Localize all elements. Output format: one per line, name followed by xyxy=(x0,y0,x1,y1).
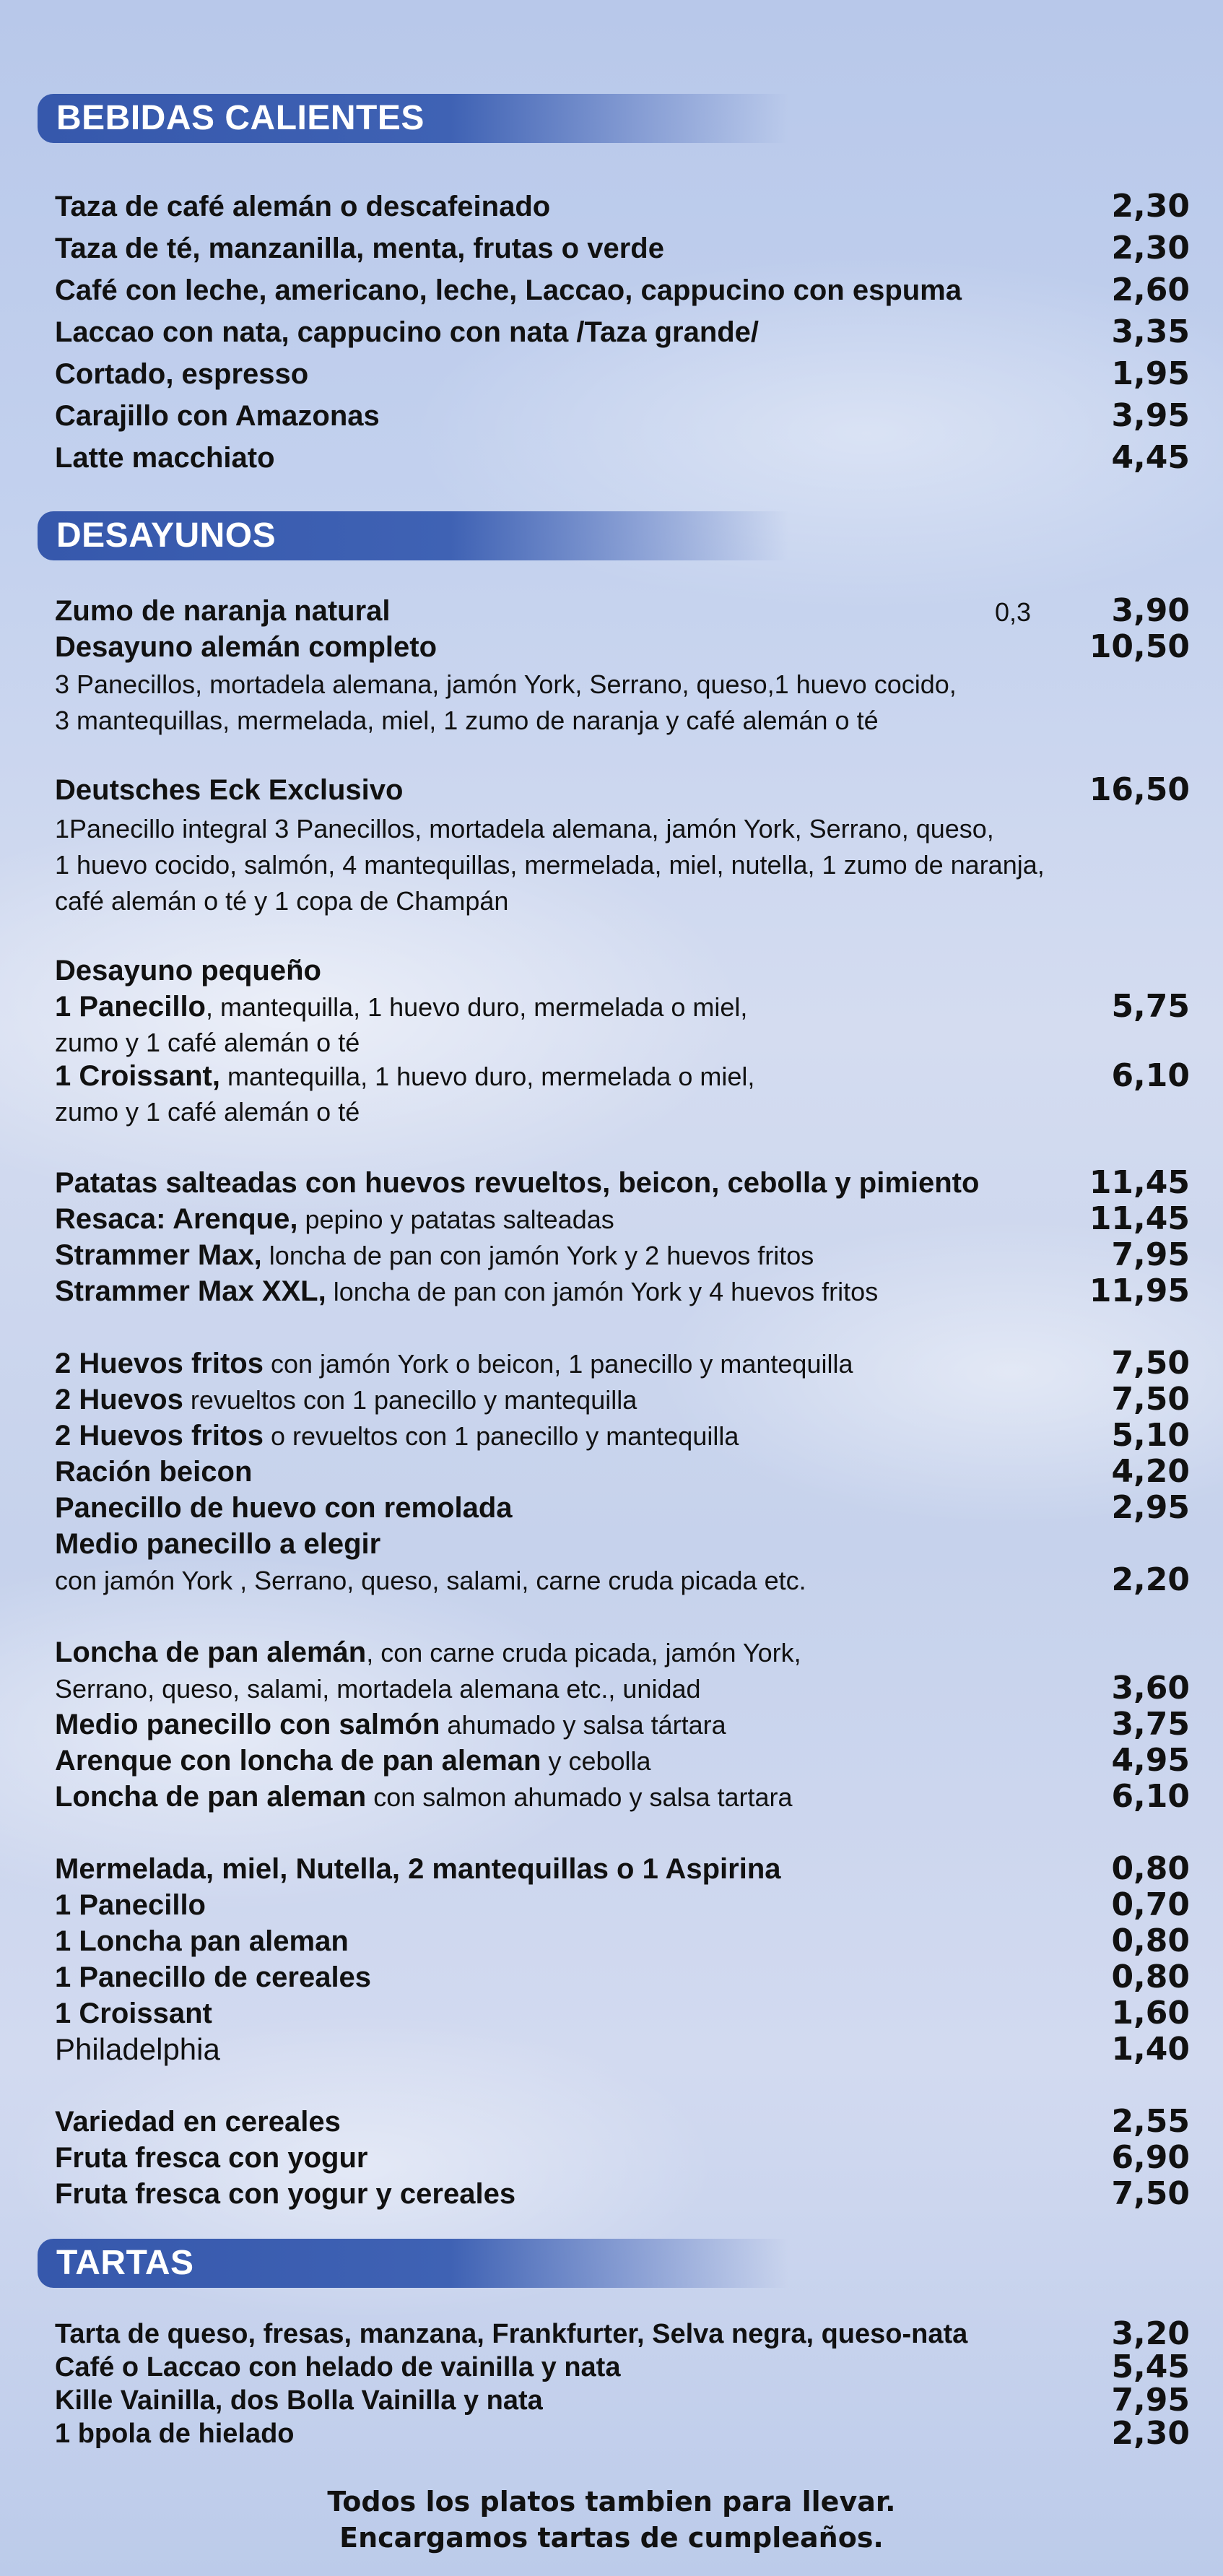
item-price: 0,80 xyxy=(1111,1959,1190,1995)
item-price: 2,30 xyxy=(1111,230,1190,266)
item-price: 11,45 xyxy=(1089,1200,1190,1237)
item-name: Tarta de queso, fresas, manzana, Frankfurter, Selva negra, queso-nata xyxy=(55,2319,968,2349)
subsection-title xyxy=(55,953,1190,988)
item-name: Variedad en cereales xyxy=(55,2106,341,2138)
section-header-tartas: TARTAS xyxy=(38,2239,788,2288)
item-price: 5,75 xyxy=(1111,988,1190,1025)
item-price: 4,95 xyxy=(1111,1742,1190,1779)
item-price: 10,50 xyxy=(1089,628,1190,665)
menu-item xyxy=(55,357,1190,391)
menu-item xyxy=(55,2315,1190,2352)
item-price: 2,30 xyxy=(1111,2415,1190,2452)
menu-item xyxy=(55,231,1190,266)
item-description: loncha de pan con jamón York y 2 huevos fritos xyxy=(261,1241,814,1270)
menu-item xyxy=(55,1707,1190,1743)
menu-item xyxy=(55,1274,1190,1309)
menu-item xyxy=(55,1059,1190,1094)
item-name: Arenque con loncha de pan aleman xyxy=(55,1745,541,1777)
item-description: ahumado y salsa tártara xyxy=(440,1710,726,1740)
menu-item xyxy=(55,1238,1190,1273)
item-description: con jamón York , Serrano, queso, salami, carne cruda picada etc. xyxy=(55,1566,806,1595)
item-description: o revueltos con 1 panecillo y mantequilla xyxy=(263,1421,739,1451)
item-name: Loncha de pan aleman xyxy=(55,1781,367,1813)
menu-item xyxy=(55,1418,1190,1454)
menu-item xyxy=(55,2415,1190,2452)
item-name: Zumo de naranja natural xyxy=(55,595,391,627)
item-description: pepino y patatas salteadas xyxy=(297,1205,614,1234)
menu-item xyxy=(55,1671,1190,1707)
item-description: 3 mantequillas, mermelada, miel, 1 zumo de naranja y café alemán o té xyxy=(55,706,879,735)
footer-line: Encargamos tartas de cumpleaños. xyxy=(339,2522,884,2554)
menu-item xyxy=(55,1743,1190,1779)
item-price: 6,90 xyxy=(1111,2139,1190,2176)
item-price: 2,30 xyxy=(1111,188,1190,225)
menu-item xyxy=(55,1563,1190,1598)
menu-item xyxy=(55,399,1190,433)
menu-item xyxy=(55,1491,1190,1525)
item-price: 2,95 xyxy=(1111,1489,1190,1526)
menu-item xyxy=(55,1888,1190,1922)
menu-item xyxy=(55,1166,1190,1200)
item-price: 3,75 xyxy=(1111,1706,1190,1743)
item-name: Strammer Max XXL, xyxy=(55,1275,326,1307)
item-price: 4,45 xyxy=(1111,439,1190,476)
menu-item xyxy=(55,2032,1190,2068)
item-description: con jamón York o beicon, 1 panecillo y mantequilla xyxy=(263,1349,853,1379)
item-price: 2,20 xyxy=(1111,1561,1190,1598)
menu-item xyxy=(55,1852,1190,1886)
item-name: Loncha de pan alemán xyxy=(55,1636,367,1668)
item-price: 1,95 xyxy=(1111,355,1190,392)
item-price: 7,50 xyxy=(1111,1345,1190,1382)
item-price: 3,60 xyxy=(1111,1670,1190,1707)
subsection-title-text: Desayuno pequeño xyxy=(55,955,321,986)
item-name: Philadelphia xyxy=(55,2032,220,2066)
item-price: 11,45 xyxy=(1089,1164,1190,1201)
item-name: Café con leche, americano, leche, Laccao, cappucino con espuma xyxy=(55,274,962,306)
item-price: 7,50 xyxy=(1111,2175,1190,2212)
item-name: 1 Croissant xyxy=(55,1998,212,2029)
item-name: Strammer Max, xyxy=(55,1239,262,1271)
menu-item xyxy=(55,1346,1190,1382)
item-name: 2 Huevos xyxy=(55,1384,183,1415)
item-size: 0,3 xyxy=(994,597,1031,627)
item-name: 1 Croissant, xyxy=(55,1060,220,1092)
item-price: 3,20 xyxy=(1111,2315,1190,2352)
item-name: Resaca: Arenque, xyxy=(55,1203,298,1235)
item-name: Café o Laccao con helado de vainilla y nata xyxy=(55,2352,621,2382)
menu-item xyxy=(55,594,1190,628)
menu-item xyxy=(55,2351,1190,2383)
item-name: 1 Panecillo de cereales xyxy=(55,1961,372,1993)
menu-item xyxy=(55,189,1190,224)
menu-item xyxy=(55,630,1190,664)
item-price: 3,35 xyxy=(1111,313,1190,350)
item-price: 5,10 xyxy=(1111,1417,1190,1454)
menu-item xyxy=(55,1996,1190,2031)
menu-item xyxy=(55,1635,1190,1670)
item-description: 1 huevo cocido, salmón, 4 mantequillas, mermelada, miel, nutella, 1 zumo de naranja, xyxy=(55,850,1045,880)
item-name: Medio panecillo con salmón xyxy=(55,1709,440,1740)
item-price: 2,60 xyxy=(1111,272,1190,308)
menu-item xyxy=(55,1527,1190,1561)
item-price: 0,80 xyxy=(1111,1850,1190,1887)
menu-item xyxy=(55,989,1190,1025)
menu-item xyxy=(55,273,1190,308)
item-description: y cebolla xyxy=(541,1746,651,1776)
item-name: Medio panecillo a elegir xyxy=(55,1528,381,1560)
item-name: 1 bpola de hielado xyxy=(55,2419,295,2449)
item-price: 16,50 xyxy=(1089,771,1190,808)
item-description: revueltos con 1 panecillo y mantequilla xyxy=(183,1385,637,1415)
item-price: 5,45 xyxy=(1111,2349,1190,2385)
item-price: 0,70 xyxy=(1111,1886,1190,1923)
item-price: 7,50 xyxy=(1111,1381,1190,1418)
item-price: 1,40 xyxy=(1111,2031,1190,2068)
item-price: 3,90 xyxy=(1111,592,1190,629)
item-price: 7,95 xyxy=(1111,2382,1190,2419)
item-description: , mantequilla, 1 huevo duro, mermelada o miel, xyxy=(205,992,748,1022)
item-price: 6,10 xyxy=(1111,1778,1190,1815)
item-name: Taza de café alemán o descafeinado xyxy=(55,191,551,222)
item-name: Mermelada, miel, Nutella, 2 mantequillas o 1 Aspirina xyxy=(55,1853,781,1885)
menu-item xyxy=(55,1924,1190,1959)
item-name: Latte macchiato xyxy=(55,442,275,474)
section-header-desayunos: DESAYUNOS xyxy=(38,511,788,560)
menu-item xyxy=(55,1202,1190,1237)
menu-item xyxy=(55,2382,1190,2419)
item-description: loncha de pan con jamón York y 4 huevos fritos xyxy=(326,1277,879,1306)
item-name: Ración beicon xyxy=(55,1456,253,1488)
menu-item xyxy=(55,1779,1190,1815)
footer-line: Todos los platos tambien para llevar. xyxy=(327,2486,896,2518)
item-name: Patatas salteadas con huevos revueltos, beicon, cebolla y pimiento xyxy=(55,1167,980,1199)
item-price: 0,80 xyxy=(1111,1922,1190,1959)
menu-item xyxy=(55,1960,1190,1995)
menu-item xyxy=(55,1382,1190,1418)
item-name: Fruta fresca con yogur y cereales xyxy=(55,2178,516,2210)
item-price: 6,10 xyxy=(1111,1057,1190,1094)
item-name: Fruta fresca con yogur xyxy=(55,2142,368,2174)
item-price: 7,95 xyxy=(1111,1236,1190,1273)
item-description: zumo y 1 café alemán o té xyxy=(55,1028,360,1057)
item-name: 2 Huevos fritos xyxy=(55,1348,264,1379)
section-header-bebidas-calientes: BEBIDAS CALIENTES xyxy=(38,94,788,143)
item-description: 3 Panecillos, mortadela alemana, jamón York, Serrano, queso,1 huevo cocido, xyxy=(55,669,957,699)
item-name: Kille Vainilla, dos Bolla Vainilla y nata xyxy=(55,2385,543,2416)
item-name: Taza de té, manzanilla, menta, frutas o verde xyxy=(55,233,664,264)
item-description: café alemán o té y 1 copa de Champán xyxy=(55,886,509,916)
item-name: Deutsches Eck Exclusivo xyxy=(55,774,404,806)
item-name: Desayuno alemán completo xyxy=(55,631,438,663)
item-name: Cortado, espresso xyxy=(55,358,309,390)
item-name: Laccao con nata, cappucino con nata /Taza grande/ xyxy=(55,316,760,348)
item-name: 1 Panecillo xyxy=(55,991,206,1023)
item-name: Carajillo con Amazonas xyxy=(55,400,380,432)
item-name: 1 Panecillo xyxy=(55,1889,206,1921)
item-price: 4,20 xyxy=(1111,1453,1190,1490)
menu-item xyxy=(55,773,1190,807)
item-name: 2 Huevos fritos xyxy=(55,1420,264,1452)
item-price: 1,60 xyxy=(1111,1995,1190,2031)
menu-item xyxy=(55,315,1190,350)
item-price: 2,55 xyxy=(1111,2103,1190,2140)
item-price: 11,95 xyxy=(1089,1272,1190,1309)
item-description: zumo y 1 café alemán o té xyxy=(55,1097,360,1127)
menu-item xyxy=(55,1454,1190,1489)
item-description: 1Panecillo integral 3 Panecillos, mortadela alemana, jamón York, Serrano, queso, xyxy=(55,814,994,844)
menu-item xyxy=(55,441,1190,475)
menu-item xyxy=(55,2104,1190,2139)
item-description: Serrano, queso, salami, mortadela alemana etc., unidad xyxy=(55,1674,701,1704)
item-name: 1 Loncha pan aleman xyxy=(55,1925,349,1957)
item-description: , con carne cruda picada, jamón York, xyxy=(366,1638,801,1668)
item-description: mantequilla, 1 huevo duro, mermelada o miel, xyxy=(219,1062,755,1091)
item-name: Panecillo de huevo con remolada xyxy=(55,1492,513,1524)
menu-item xyxy=(55,2141,1190,2175)
item-price: 3,95 xyxy=(1111,397,1190,434)
item-description: con salmon ahumado y salsa tartara xyxy=(366,1782,793,1812)
menu-item xyxy=(55,2177,1190,2211)
